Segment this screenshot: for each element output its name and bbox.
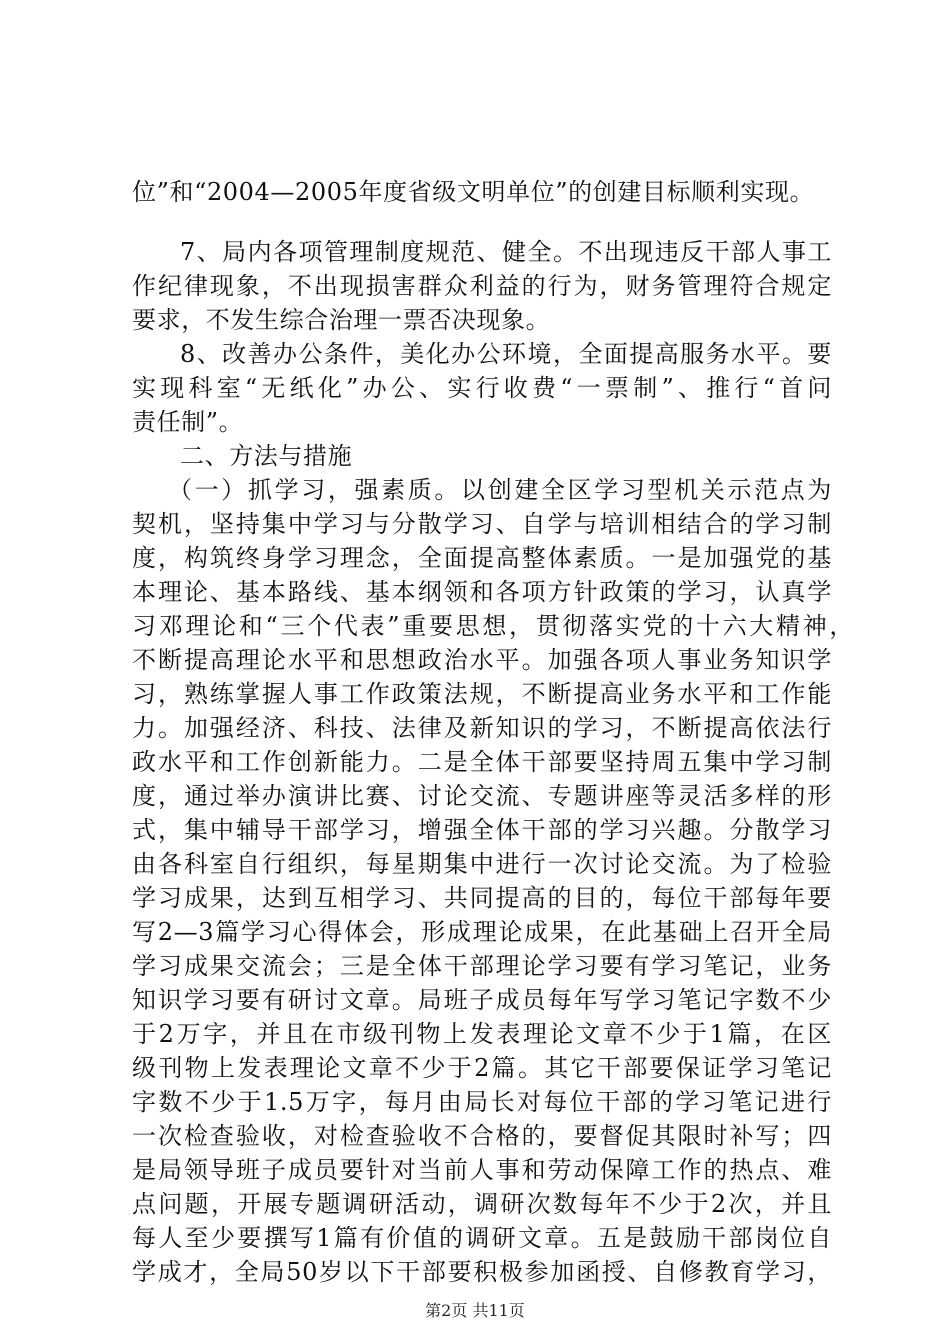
text-line: 不断提高理论水平和思想政治水平。加强各项人事业务知识学: [132, 646, 832, 674]
text-line: 8、改善办公条件，美化办公环境，全面提高服务水平。要: [180, 340, 832, 368]
text-line: 是局领导班子成员要针对当前人事和劳动保障工作的热点、难: [132, 1156, 832, 1184]
text-line: 力。加强经济、科技、法律及新知识的学习，不断提高依法行: [132, 714, 832, 742]
text-line: 于2万字，并且在市级刊物上发表理论文章不少于1篇，在区: [132, 1020, 832, 1048]
text-line: 每人至少要撰写1篇有价值的调研文章。五是鼓励干部岗位自: [132, 1224, 832, 1252]
text-line: 字数不少于1.5万字，每月由局长对每位干部的学习笔记进行: [132, 1088, 832, 1116]
text-line: 要求，不发生综合治理一票否决现象。: [132, 306, 551, 334]
text-line: 级刊物上发表理论文章不少于2篇。其它干部要保证学习笔记: [132, 1054, 832, 1082]
text-line: 写2—3篇学习心得体会，形成理论成果，在此基础上召开全局: [132, 918, 832, 946]
text-line: 7、局内各项管理制度规范、健全。不出现违反干部人事工: [180, 238, 832, 266]
text-line: 点问题，开展专题调研活动，调研次数每年不少于2次，并且: [132, 1190, 832, 1218]
page-number-footer: 第2页 共11页: [425, 1301, 525, 1320]
text-line: 政水平和工作创新能力。二是全体干部要坚持周五集中学习制: [132, 748, 832, 776]
text-line: 习，熟练掌握人事工作政策法规，不断提高业务水平和工作能: [132, 680, 832, 708]
text-line: 学成才，全局50岁以下干部要积极参加函授、自修教育学习，: [132, 1258, 832, 1286]
text-line: 契机，坚持集中学习与分散学习、自学与培训相结合的学习制: [132, 510, 832, 538]
text-line: 位”和“2004—2005年度省级文明单位”的创建目标顺利实现。: [132, 178, 815, 206]
text-line: 责任制”。: [132, 408, 244, 436]
text-line: 习邓理论和“三个代表”重要思想，贯彻落实党的十六大精神，: [132, 612, 854, 640]
text-line: 实现科室“无纸化”办公、实行收费“一票制”、推行“首问: [132, 374, 832, 402]
text-line: 知识学习要有研讨文章。局班子成员每年写学习笔记字数不少: [132, 986, 832, 1014]
text-line: 作纪律现象，不出现损害群众利益的行为，财务管理符合规定: [132, 272, 832, 300]
text-line: 学习成果，达到互相学习、共同提高的目的，每位干部每年要: [132, 884, 832, 912]
text-line: 度，通过举办演讲比赛、讨论交流、专题讲座等灵活多样的形: [132, 782, 832, 810]
section-heading: 二、方法与措施: [180, 442, 353, 470]
text-line: 式，集中辅导干部学习，增强全体干部的学习兴趣。分散学习: [132, 816, 832, 844]
text-line: （一）抓学习，强素质。以创建全区学习型机关示范点为: [168, 476, 832, 504]
text-line: 一次检查验收，对检查验收不合格的，要督促其限时补写；四: [132, 1122, 832, 1150]
text-line: 由各科室自行组织，每星期集中进行一次讨论交流。为了检验: [132, 850, 832, 878]
text-line: 度，构筑终身学习理念，全面提高整体素质。一是加强党的基: [132, 544, 832, 572]
text-line: 学习成果交流会；三是全体干部理论学习要有学习笔记，业务: [132, 952, 832, 980]
text-line: 本理论、基本路线、基本纲领和各项方针政策的学习，认真学: [132, 578, 832, 606]
